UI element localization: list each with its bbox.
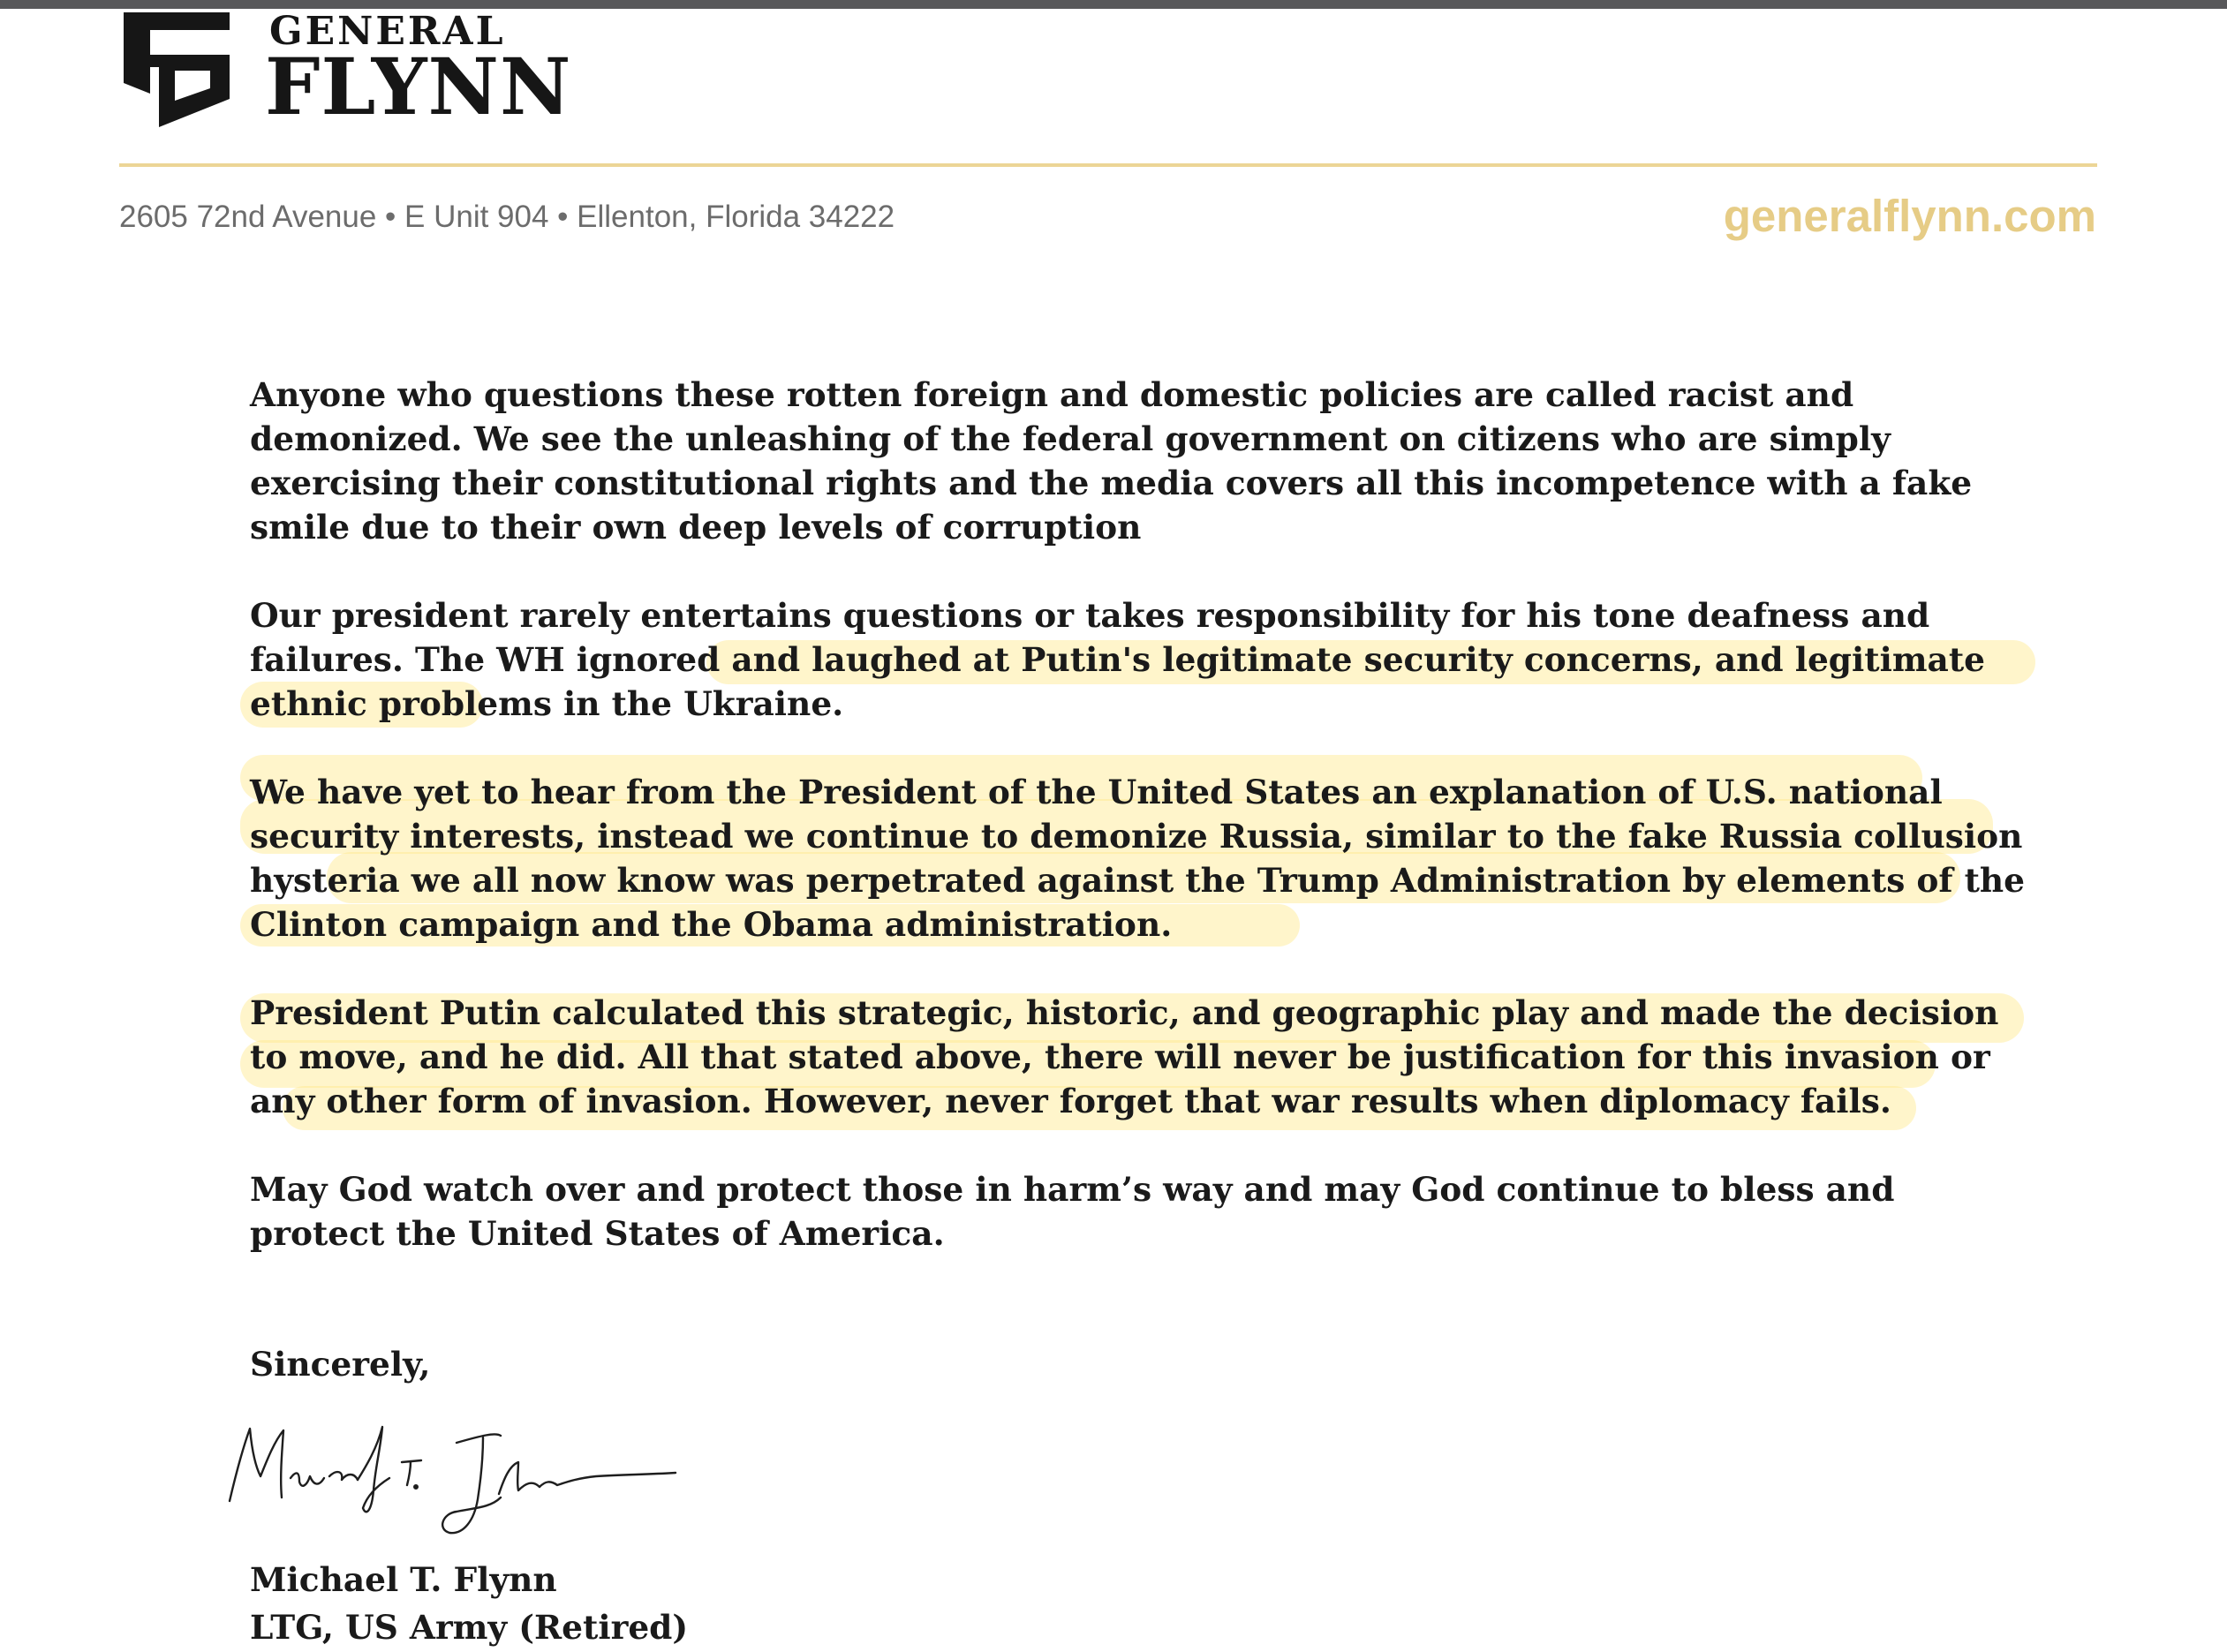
signer-block	[250, 1556, 688, 1651]
closing-salutation: Sincerely,	[250, 1345, 431, 1384]
body-paragraph: May God watch over and protect those in harm’s way and may God continue to bless and protect the United States of America.	[250, 1170, 1895, 1253]
window-top-border	[0, 0, 2227, 9]
body-paragraph: We have yet to hear from the President of the United States an explanation of U.S. national security interests, instead we continue to demonize Russia, similar to the fake Russia collusion hysteria we all now know was perpetrated against the Trump Administration by elements of the Clinton campaign and the Obama administration.	[250, 773, 2026, 944]
letter-body	[250, 373, 2034, 1300]
letterhead-website: generalflynn.com	[1723, 191, 2096, 241]
signature-image	[225, 1413, 684, 1545]
signer-title: LTG, US Army (Retired)	[250, 1608, 689, 1647]
letterhead-divider	[119, 163, 2097, 167]
flynn-logo-icon	[124, 12, 230, 127]
body-paragraph: President Putin calculated this strategic, historic, and geographic play and made the decision to move, and he did. All that stated above, there will never be justification for this invasion or any other form of invasion. However, never forget that war results when diplomacy fails.	[250, 993, 1999, 1120]
body-paragraph: Our president rarely entertains questions or takes responsibility for his tone deafness and failures. The WH ignored and laughed at Putin's legitimate security concerns, and legitimate ethnic problems in the Ukraine.	[250, 596, 1985, 723]
body-paragraph: Anyone who questions these rotten foreign and domestic policies are called racist and demonized. We see the unleashing of the federal government on citizens who are simply exercising their constitutional rights and the media covers all this incompetence with a fake smile due to their own deep levels of corruption	[250, 375, 1973, 547]
brand-general-text: GENERAL	[269, 9, 506, 54]
signer-name: Michael T. Flynn	[250, 1560, 557, 1599]
brand-flynn-text: FLYNN	[265, 41, 572, 132]
letterhead-address: 2605 72nd Avenue • E Unit 904 • Ellenton, Florida 34222	[119, 200, 895, 234]
